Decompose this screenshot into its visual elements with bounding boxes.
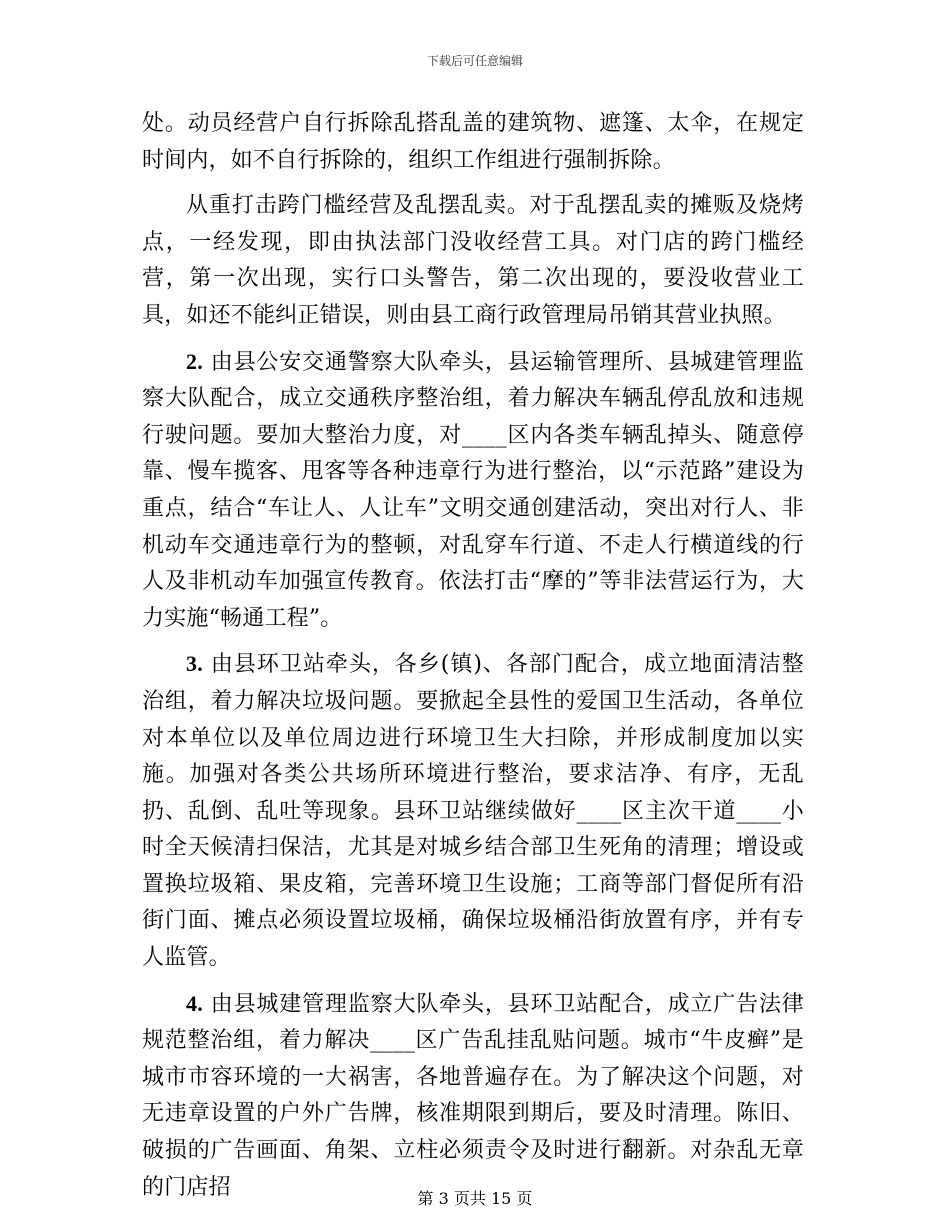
document-body bbox=[142, 106, 804, 1215]
item-number: 2. bbox=[186, 348, 203, 374]
page-header: 下载后可任意编辑 bbox=[426, 54, 523, 68]
paragraph-1: 处。动员经营户自行拆除乱搭乱盖的建筑物、遮篷、太伞，在规定时间内，如不自行拆除的，组织工作组进行强制拆除。 bbox=[142, 111, 804, 173]
item-number: 4. bbox=[186, 990, 203, 1016]
paragraph-3: 2. 由县公安交通警察大队牵头，县运输管理所、县城建管理监察大队配合，成立交通秩序整治组，着力解决车辆乱停乱放和违规行驶问题。要加大整治力度，对____区内各类车辆乱掉头、随意停靠、慢车揽客、甩客等各种违章行为进行整治，以“示范路”建设为重点，结合“车让人、人让车”文明交通创建活动，突出对行人、非机动车交通违章行为的整顿，对乱穿车行道、不走人行横道线的行人及非机动车加强宣传教育。依法打击“摩的”等非法营运行为，大力实施“畅通工程”。 bbox=[142, 348, 804, 631]
paragraph-5: 4. 由县城建管理监察大队牵头，县环卫站配合，成立广告法律规范整治组，着力解决____区广告乱挂乱贴问题。城市“牛皮癣”是城市市容环境的一大祸害，各地普遍存在。为了解决这个问题，对无违章设置的户外广告牌，核准期限到期后，要及时清理。陈旧、破损的广告画面、角架、立柱必须责令及时进行翻新。对杂乱无章的门店招 bbox=[142, 990, 804, 1200]
item-number: 3. bbox=[186, 651, 203, 677]
paragraph-4: 3. 由县环卫站牵头，各乡(镇)、各部门配合，成立地面清洁整治组，着力解决垃圾问题。要掀起全县性的爱国卫生活动，各单位对本单位以及单位周边进行环境卫生大扫除，并形成制度加以实施。加强对各类公共场所环境进行整治，要求洁净、有序，无乱扔、乱倒、乱吐等现象。县环卫站继续做好____区主次干道____小时全天候清扫保洁，尤其是对城乡结合部卫生死角的清理；增设或置换垃圾箱、果皮箱，完善环境卫生设施；工商等部门督促所有沿街门面、摊点必须设置垃圾桶，确保垃圾桶沿街放置有序，并有专人监管。 bbox=[142, 651, 804, 971]
paragraph-2: 从重打击跨门槛经营及乱摆乱卖。对于乱摆乱卖的摊贩及烧烤点，一经发现，即由执法部门没收经营工具。对门店的跨门槛经营，第一次出现，实行口头警告，第二次出现的，要没收营业工具，如还不能纠正错误，则由县工商行政管理局吊销其营业执照。 bbox=[142, 193, 804, 328]
page-footer: 第 3 页共 15 页 bbox=[417, 1189, 533, 1208]
